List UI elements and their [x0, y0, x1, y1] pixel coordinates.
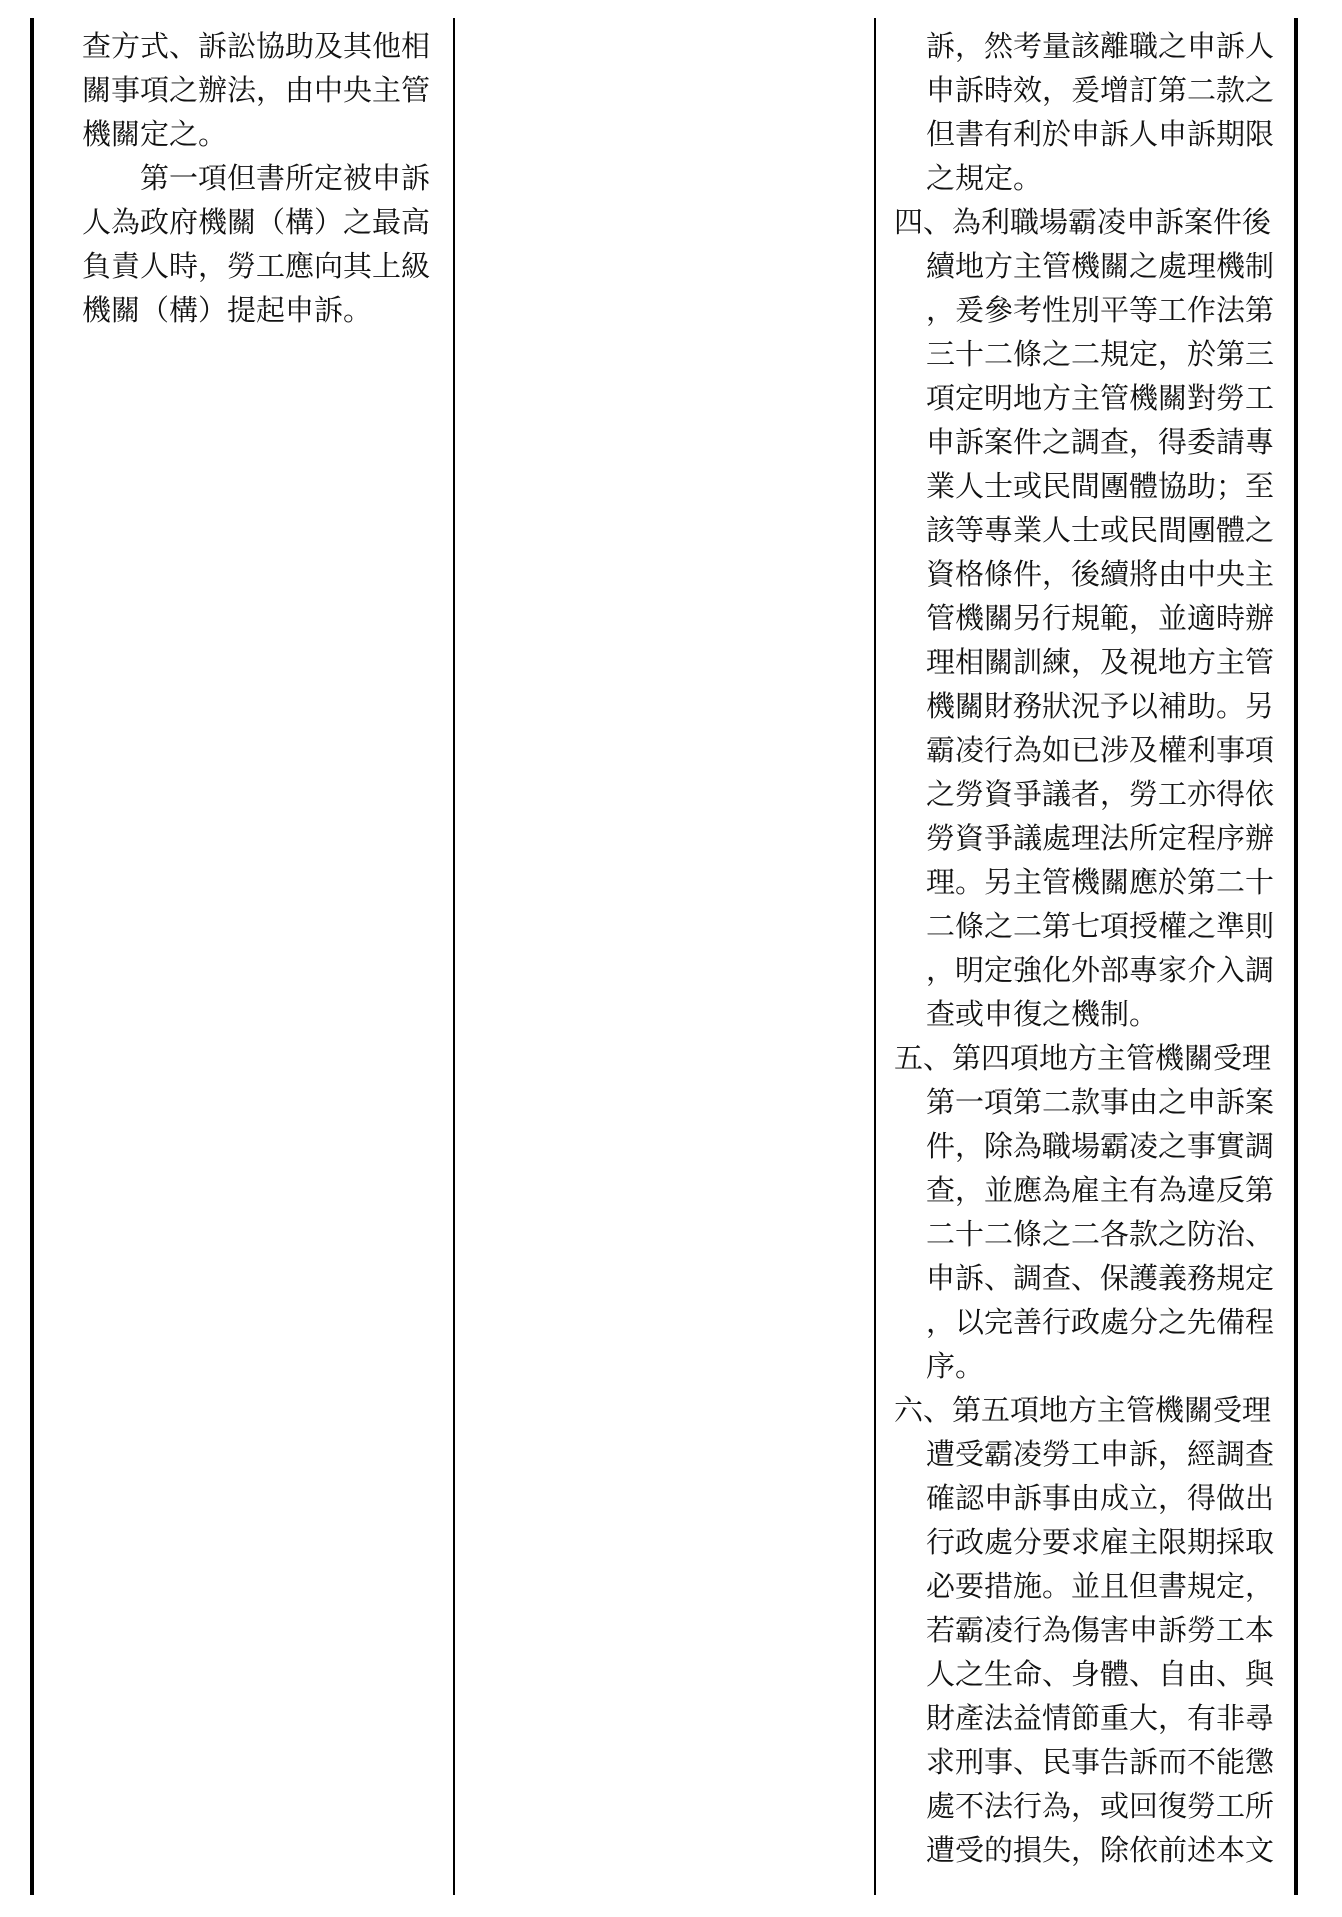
text-line: 序。 — [926, 1349, 985, 1383]
text-line: 勞資爭議處理法所定程序辦 — [926, 821, 1275, 855]
text-line: 第一項但書所定被申訴 — [140, 161, 431, 195]
text-line: 若霸凌行為傷害申訴勞工本 — [926, 1613, 1275, 1647]
text-line: 該等專業人士或民間團體之 — [926, 513, 1275, 547]
text-line: 機關定之。 — [82, 117, 228, 151]
text-line: 行政處分要求雇主限期採取 — [926, 1525, 1275, 1559]
column-divider-2 — [874, 18, 876, 1895]
text-line: 申訴、調查、保護義務規定 — [926, 1261, 1275, 1295]
text-line: 二十二條之二各款之防治、 — [926, 1217, 1275, 1251]
text-line: 確認申訴事由成立，得做出 — [926, 1481, 1275, 1515]
text-line: 理相關訓練，及視地方主管 — [926, 645, 1275, 679]
text-line: 資格條件，後續將由中央主 — [926, 557, 1275, 591]
text-line: 機關（構）提起申訴。 — [82, 293, 373, 327]
text-line: 項定明地方主管機關對勞工 — [926, 381, 1275, 415]
text-line: 處不法行為，或回復勞工所 — [926, 1789, 1275, 1823]
right-column-text — [894, 24, 1286, 1872]
text-line: 遭受的損失，除依前述本文 — [926, 1833, 1275, 1867]
text-line: 第一項第二款事由之申訴案 — [926, 1085, 1275, 1119]
text-line: 申訴時效，爰增訂第二款之 — [926, 73, 1275, 107]
left-border-rule — [30, 18, 34, 1895]
text-line: 三十二條之二規定，於第三 — [926, 337, 1275, 371]
text-line: 續地方主管機關之處理機制 — [926, 249, 1275, 283]
text-line: 必要措施。並且但書規定， — [926, 1569, 1275, 1603]
text-line: 但書有利於申訴人申訴期限 — [926, 117, 1275, 151]
text-line: 申訴案件之調查，得委請專 — [926, 425, 1275, 459]
list-item-start-6: 六、第五項地方主管機關受理 — [894, 1393, 1272, 1427]
text-line: 管機關另行規範，並適時辦 — [926, 601, 1275, 635]
left-column-text — [82, 24, 442, 332]
text-line: 霸凌行為如已涉及權利事項 — [926, 733, 1275, 767]
text-line: ，以完善行政處分之先備程 — [926, 1305, 1275, 1339]
text-line: ，明定強化外部專家介入調 — [926, 953, 1275, 987]
text-line: 負責人時，勞工應向其上級 — [82, 249, 431, 283]
column-divider-1 — [453, 18, 455, 1895]
text-line: 二條之二第七項授權之準則 — [926, 909, 1275, 943]
list-item-start-5: 五、第四項地方主管機關受理 — [894, 1041, 1272, 1075]
text-line: 之規定。 — [926, 161, 1043, 195]
text-line: 財產法益情節重大，有非尋 — [926, 1701, 1275, 1735]
text-line: 求刑事、民事告訴而不能懲 — [926, 1745, 1275, 1779]
text-line: 訴，然考量該離職之申訴人 — [926, 29, 1275, 63]
text-line: 之勞資爭議者，勞工亦得依 — [926, 777, 1275, 811]
text-line: 遭受霸凌勞工申訴，經調查 — [926, 1437, 1275, 1471]
text-line: 查，並應為雇主有為違反第 — [926, 1173, 1275, 1207]
text-line: 查或申復之機制。 — [926, 997, 1159, 1031]
text-line: 人之生命、身體、自由、與 — [926, 1657, 1275, 1691]
text-line: 件，除為職場霸凌之事實調 — [926, 1129, 1275, 1163]
text-line: 人為政府機關（構）之最高 — [82, 205, 431, 239]
text-line: 關事項之辦法，由中央主管 — [82, 73, 431, 107]
text-line: 機關財務狀況予以補助。另 — [926, 689, 1275, 723]
text-line: 業人士或民間團體協助；至 — [926, 469, 1275, 503]
list-item-start-4: 四、為利職場霸凌申訴案件後 — [894, 205, 1272, 239]
right-border-rule — [1294, 18, 1298, 1895]
text-line: 理。另主管機關應於第二十 — [926, 865, 1275, 899]
text-line: 查方式、訴訟協助及其他相 — [82, 29, 431, 63]
text-line: ，爰參考性別平等工作法第 — [926, 293, 1275, 327]
